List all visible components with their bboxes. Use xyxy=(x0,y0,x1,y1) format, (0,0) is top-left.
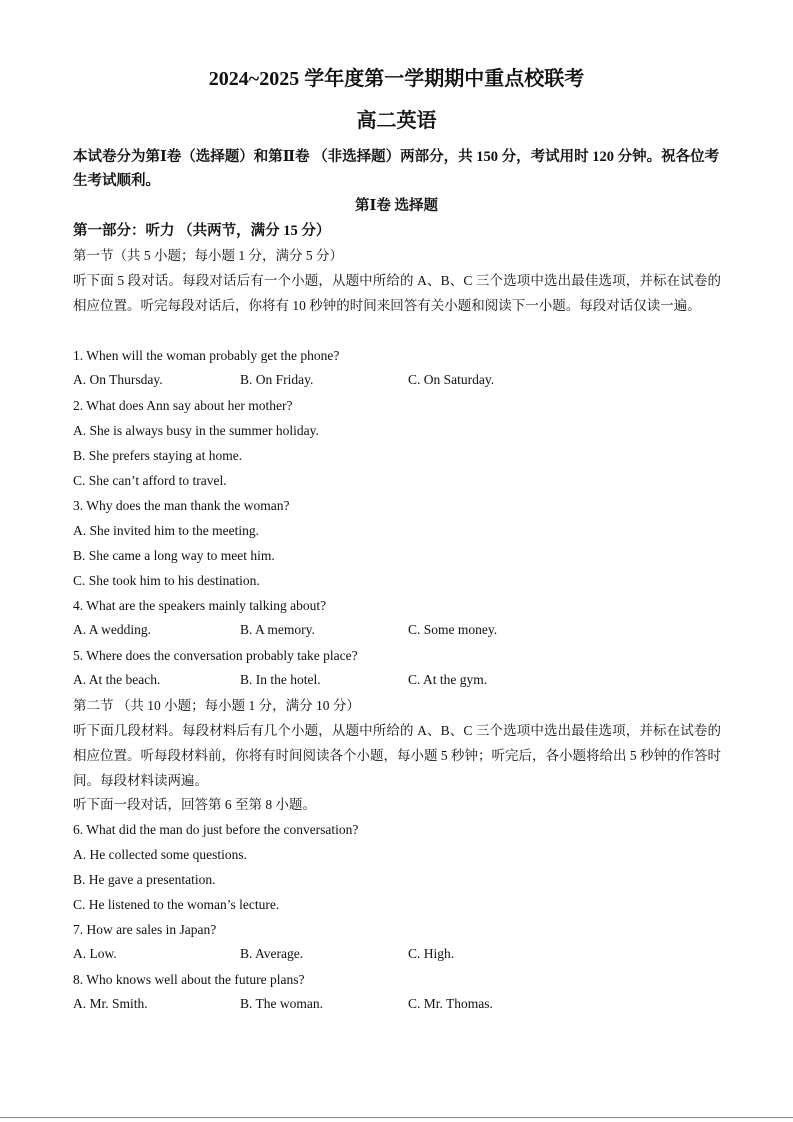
option-c: C. On Saturday. xyxy=(408,372,495,387)
option-b: B. Average. xyxy=(240,946,304,961)
option-b: B. In the hotel. xyxy=(240,672,321,687)
subject-title: 高二英语 xyxy=(356,110,437,132)
option-b: B. She prefers staying at home. xyxy=(73,448,243,463)
question-stem: 2. What does Ann say about her mother? xyxy=(73,398,293,413)
part1-heading: 第一部分：听力 （共两节，满分 15 分） xyxy=(73,223,331,239)
option-a: A. At the beach. xyxy=(73,672,161,687)
section1-instructions: 听下面 5 段对话。每段对话后有一个小题，从题中所给的 A、B、C 三个选项中选出最佳选项，并标在试卷的相应位置。听完每段对话后，你将有 10 秒钟的时间来回答有关小题和阅读下一小题。每段对话仅读一遍。 xyxy=(73,273,721,313)
option-b: B. He gave a presentation. xyxy=(73,872,216,887)
question-stem: 5. Where does the conversation probably take place? xyxy=(73,648,358,663)
question-stem: 8. Who knows well about the future plans? xyxy=(73,972,305,987)
question-stem: 7. How are sales in Japan? xyxy=(73,922,217,937)
option-a: A. A wedding. xyxy=(73,622,152,637)
page-bottom-rule xyxy=(0,1117,793,1118)
section2-instructions: 听下面几段材料。每段材料后有几个小题，从题中所给的 A、B、C 三个选项中选出最佳选项，并标在试卷的相应位置。听每段材料前，你将有时间阅读各个小题，每小题 5 秒钟；听完后，各小题将给出 5 秒钟的作答时间。每段材料读两遍。 xyxy=(73,723,721,788)
option-c: C. Mr. Thomas. xyxy=(408,996,493,1011)
option-b: B. A memory. xyxy=(240,622,315,637)
option-c: C. At the gym. xyxy=(408,672,488,687)
option-c: C. She can’t afford to travel. xyxy=(73,473,227,488)
option-a: A. He collected some questions. xyxy=(73,847,247,862)
question-stem: 4. What are the speakers mainly talking about? xyxy=(73,598,327,613)
section2-note: 听下面一段对话，回答第 6 至第 8 小题。 xyxy=(73,797,316,812)
option-a: A. On Thursday. xyxy=(73,372,163,387)
question-stem: 3. Why does the man thank the woman? xyxy=(73,498,290,513)
option-a: A. She is always busy in the summer holiday. xyxy=(73,423,319,438)
option-c: C. She took him to his destination. xyxy=(73,573,260,588)
exam-intro: 本试卷分为第Ⅰ卷（选择题）和第Ⅱ卷 （非选择题）两部分，共 150 分，考试用时 120 分钟。祝各位考生考试顺利。 xyxy=(73,149,720,189)
option-c: C. Some money. xyxy=(408,622,498,637)
option-c: C. He listened to the woman’s lecture. xyxy=(73,897,280,912)
option-a: A. Mr. Smith. xyxy=(73,996,148,1011)
volume-title: 第Ⅰ卷 选择题 xyxy=(355,198,438,214)
section1-heading: 第一节（共 5 小题；每小题 1 分，满分 5 分） xyxy=(73,248,343,263)
question-stem: 6. What did the man do just before the conversation? xyxy=(73,822,359,837)
option-b: B. On Friday. xyxy=(240,372,314,387)
option-c: C. High. xyxy=(408,946,455,961)
section2-heading: 第二节 （共 10 小题；每小题 1 分，满分 10 分） xyxy=(73,698,360,713)
question-stem: 1. When will the woman probably get the phone? xyxy=(73,348,340,363)
option-a: A. She invited him to the meeting. xyxy=(73,523,259,538)
option-a: A. Low. xyxy=(73,946,117,961)
option-b: B. The woman. xyxy=(240,996,323,1011)
exam-title: 2024~2025 学年度第一学期期中重点校联考 xyxy=(208,68,585,90)
option-b: B. She came a long way to meet him. xyxy=(73,548,275,563)
